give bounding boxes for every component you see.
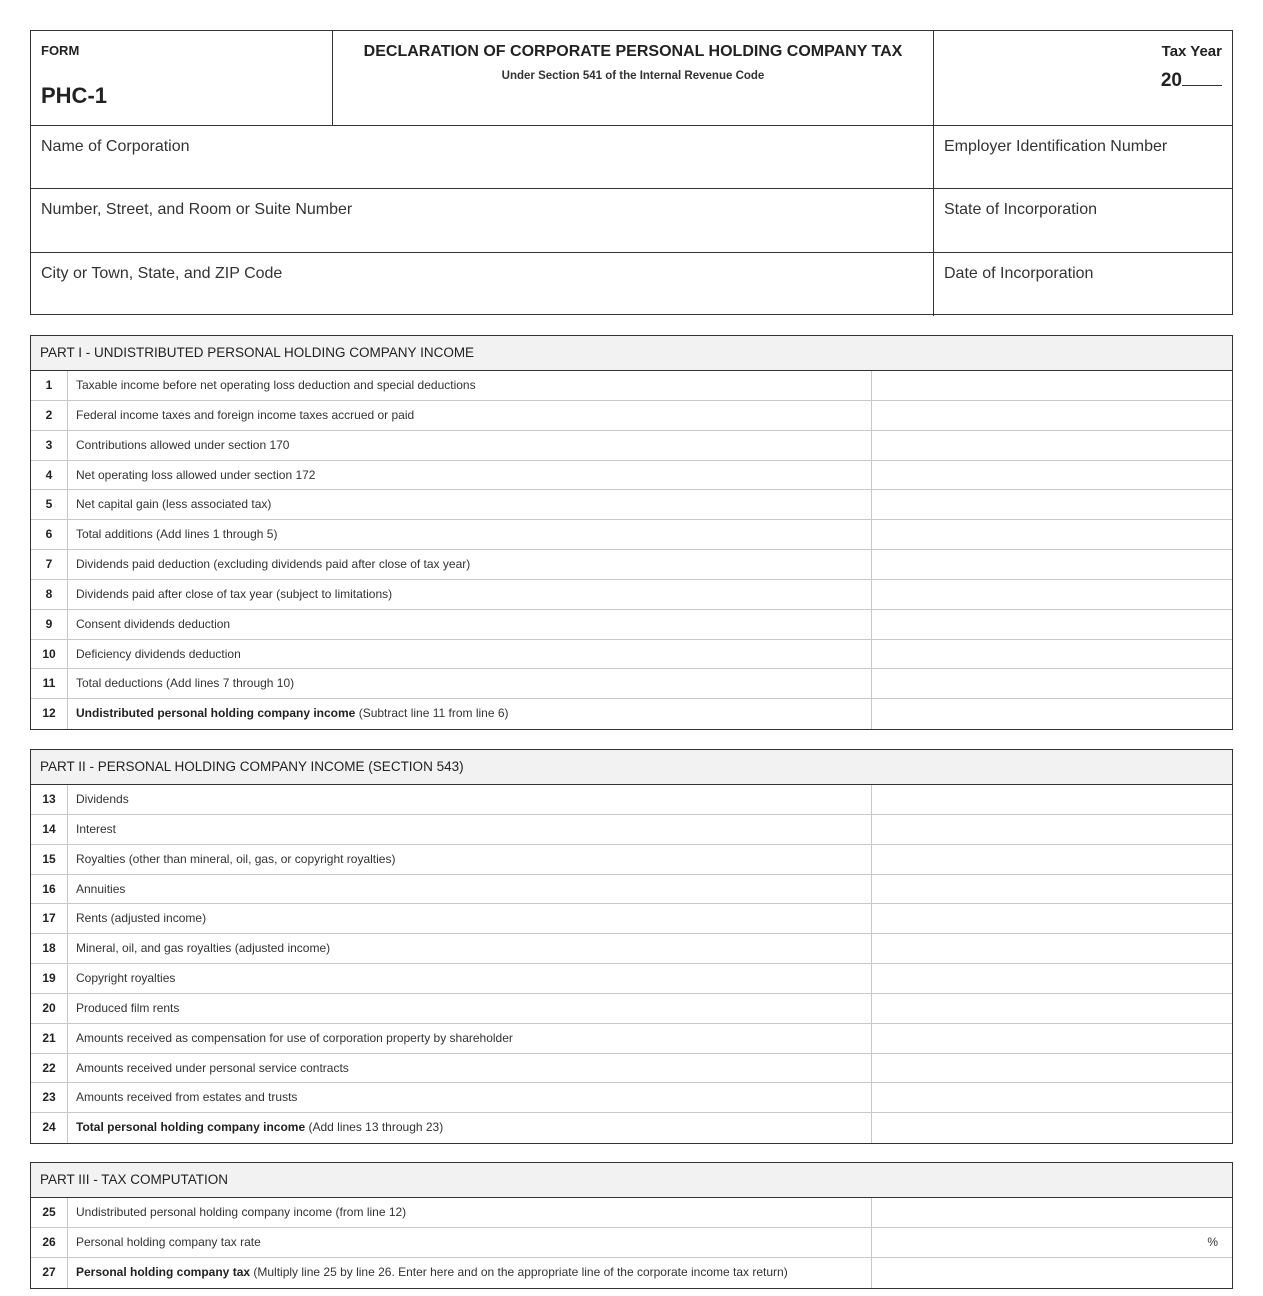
line-description bbox=[76, 1258, 788, 1287]
line-row bbox=[31, 550, 1232, 580]
line-description-text: Amounts received as compensation for use of corporation property by shareholder bbox=[76, 1030, 513, 1045]
line-number: 27 bbox=[31, 1258, 68, 1288]
street-label: Number, Street, and Room or Suite Number bbox=[41, 201, 353, 218]
header-title-row bbox=[31, 31, 1232, 126]
line-row bbox=[31, 1198, 1232, 1228]
line-description bbox=[76, 490, 271, 519]
line-description bbox=[76, 785, 129, 814]
ein-label: Employer Identification Number bbox=[944, 138, 1168, 155]
line-description-text: Total additions (Add lines 1 through 5) bbox=[76, 527, 278, 542]
line-amount-field[interactable] bbox=[871, 461, 1232, 490]
line-row bbox=[31, 1024, 1232, 1054]
line-description-text: Copyright royalties bbox=[76, 971, 176, 986]
part-1-section bbox=[30, 335, 1233, 730]
line-row bbox=[31, 1083, 1232, 1113]
corporation-name-label: Name of Corporation bbox=[41, 138, 190, 155]
line-description-text: Amounts received under personal service contracts bbox=[76, 1060, 349, 1075]
part-2-heading: PART II - PERSONAL HOLDING COMPANY INCOME (SECTION 543) bbox=[31, 750, 1232, 785]
line-number: 18 bbox=[31, 934, 68, 963]
line-amount-field[interactable] bbox=[871, 699, 1232, 729]
line-description bbox=[76, 371, 476, 400]
date-of-incorporation-label: Date of Incorporation bbox=[944, 265, 1094, 282]
line-amount-field[interactable] bbox=[871, 845, 1232, 874]
line-description-bold: Undistributed personal holding company income bbox=[76, 706, 356, 721]
line-description-text: Dividends paid after close of tax year (subject to limitations) bbox=[76, 586, 393, 601]
part-3-section bbox=[30, 1162, 1233, 1289]
line-description-text: (Add lines 13 through 23) bbox=[305, 1120, 444, 1135]
line-row bbox=[31, 580, 1232, 610]
line-description bbox=[76, 550, 470, 579]
line-amount-field[interactable] bbox=[871, 875, 1232, 904]
line-description-text: Royalties (other than mineral, oil, gas, or copyright royalties) bbox=[76, 851, 396, 866]
line-description bbox=[76, 1024, 513, 1053]
line-number: 1 bbox=[31, 371, 68, 400]
line-description bbox=[76, 1083, 297, 1112]
line-number: 5 bbox=[31, 490, 68, 519]
line-number: 14 bbox=[31, 815, 68, 844]
line-description bbox=[76, 1228, 261, 1257]
line-number: 17 bbox=[31, 904, 68, 933]
line-amount-field[interactable] bbox=[871, 1024, 1232, 1053]
line-number: 3 bbox=[31, 431, 68, 460]
line-description bbox=[76, 845, 395, 874]
line-amount-field[interactable] bbox=[871, 1258, 1232, 1288]
line-number: 8 bbox=[31, 580, 68, 609]
line-description-text: Mineral, oil, and gas royalties (adjusted income) bbox=[76, 941, 331, 956]
line-amount-field[interactable] bbox=[871, 401, 1232, 430]
form-subtitle: Under Section 541 of the Internal Revenue Code bbox=[501, 70, 765, 82]
line-amount-field[interactable] bbox=[871, 640, 1232, 669]
line-row bbox=[31, 875, 1232, 905]
line-row bbox=[31, 461, 1232, 491]
line-amount-field[interactable] bbox=[871, 490, 1232, 519]
line-row bbox=[31, 845, 1232, 875]
line-amount-field[interactable] bbox=[871, 550, 1232, 579]
tax-year-cell[interactable] bbox=[933, 31, 1232, 125]
line-description bbox=[76, 580, 392, 609]
line-description bbox=[76, 401, 414, 430]
line-description-text: Taxable income before net operating loss deduction and special deductions bbox=[76, 378, 476, 392]
line-number: 21 bbox=[31, 1024, 68, 1053]
state-of-incorporation-label: State of Incorporation bbox=[944, 201, 1097, 218]
line-row bbox=[31, 610, 1232, 640]
line-description-text: Produced film rents bbox=[76, 1000, 180, 1015]
line-row bbox=[31, 490, 1232, 520]
line-description bbox=[76, 1054, 349, 1083]
line-description bbox=[76, 520, 277, 549]
line-row bbox=[31, 1228, 1232, 1258]
line-number: 26 bbox=[31, 1228, 68, 1257]
line-number: 20 bbox=[31, 994, 68, 1023]
line-row bbox=[31, 371, 1232, 401]
line-number: 10 bbox=[31, 640, 68, 669]
line-description-text: Dividends paid deduction (excluding dividends paid after close of tax year) bbox=[76, 557, 471, 572]
part-3-rows bbox=[31, 1198, 1232, 1288]
line-row bbox=[31, 1113, 1232, 1143]
line-amount-field[interactable] bbox=[871, 610, 1232, 639]
form-title: DECLARATION OF CORPORATE PERSONAL HOLDING COMPANY TAX bbox=[363, 43, 903, 60]
form-id-cell bbox=[31, 31, 332, 125]
line-description bbox=[76, 904, 206, 933]
line-description-text: Interest bbox=[76, 821, 117, 836]
form-label: FORM bbox=[41, 43, 80, 58]
form-title-cell bbox=[332, 31, 933, 125]
line-row bbox=[31, 1054, 1232, 1084]
line-amount-field[interactable] bbox=[871, 669, 1232, 698]
line-description-text: (Multiply line 25 by line 26. Enter here and on the appropriate line of the corporate income tax return) bbox=[250, 1264, 788, 1279]
line-description-text: Rents (adjusted income) bbox=[76, 911, 207, 926]
line-amount-field[interactable] bbox=[871, 1228, 1232, 1257]
line-amount-field[interactable] bbox=[871, 1113, 1232, 1143]
line-amount-suffix: % bbox=[1207, 1234, 1218, 1249]
line-amount-field[interactable] bbox=[871, 371, 1232, 400]
line-description bbox=[76, 461, 315, 490]
city-label: City or Town, State, and ZIP Code bbox=[41, 265, 283, 282]
line-number: 12 bbox=[31, 699, 68, 729]
part-1-rows bbox=[31, 371, 1232, 729]
state-of-incorporation-field[interactable] bbox=[933, 189, 1232, 252]
corporation-name-field[interactable] bbox=[31, 126, 933, 188]
line-number: 2 bbox=[31, 401, 68, 430]
line-description bbox=[76, 875, 125, 904]
tax-year-field[interactable] bbox=[1161, 67, 1222, 92]
line-description bbox=[76, 815, 116, 844]
line-amount-field[interactable] bbox=[871, 994, 1232, 1023]
line-number: 25 bbox=[31, 1198, 68, 1227]
line-row bbox=[31, 431, 1232, 461]
line-number: 7 bbox=[31, 550, 68, 579]
line-amount-field[interactable] bbox=[871, 785, 1232, 814]
form-number: PHC-1 bbox=[41, 83, 108, 108]
line-amount-field[interactable] bbox=[871, 934, 1232, 963]
line-description bbox=[76, 1198, 406, 1227]
line-description-text: Consent dividends deduction bbox=[76, 616, 231, 631]
line-number: 24 bbox=[31, 1113, 68, 1143]
line-amount-field[interactable] bbox=[871, 815, 1232, 844]
line-row bbox=[31, 904, 1232, 934]
line-description-text: Annuities bbox=[76, 881, 126, 896]
ein-field[interactable] bbox=[933, 126, 1232, 188]
line-number: 13 bbox=[31, 785, 68, 814]
line-amount-field[interactable] bbox=[871, 580, 1232, 609]
line-row bbox=[31, 964, 1232, 994]
line-number: 22 bbox=[31, 1054, 68, 1083]
line-row bbox=[31, 994, 1232, 1024]
line-row bbox=[31, 520, 1232, 550]
line-description bbox=[76, 1113, 443, 1142]
line-number: 9 bbox=[31, 610, 68, 639]
line-description bbox=[76, 699, 509, 728]
line-description bbox=[76, 934, 330, 963]
line-description-bold: Personal holding company tax bbox=[76, 1264, 251, 1279]
header-row-street bbox=[31, 189, 1232, 253]
line-amount-field[interactable] bbox=[871, 964, 1232, 993]
line-number: 16 bbox=[31, 875, 68, 904]
line-description-text: Net operating loss allowed under section 172 bbox=[76, 467, 316, 482]
line-description bbox=[76, 964, 175, 993]
line-row bbox=[31, 1258, 1232, 1288]
line-description-text: Dividends bbox=[76, 792, 129, 806]
form-header bbox=[30, 30, 1233, 315]
line-amount-field[interactable] bbox=[871, 431, 1232, 460]
line-amount-field[interactable] bbox=[871, 904, 1232, 933]
line-amount-field[interactable] bbox=[871, 1083, 1232, 1112]
street-field[interactable] bbox=[31, 189, 933, 252]
line-description-text: Contributions allowed under section 170 bbox=[76, 437, 290, 452]
line-description bbox=[76, 610, 230, 639]
line-description-text: Undistributed personal holding company income (from line 12) bbox=[76, 1205, 407, 1219]
line-number: 6 bbox=[31, 520, 68, 549]
line-description-text: Amounts received from estates and trusts bbox=[76, 1090, 298, 1105]
line-description-text: Federal income taxes and foreign income taxes accrued or paid bbox=[76, 407, 415, 422]
part-1-heading: PART I - UNDISTRIBUTED PERSONAL HOLDING COMPANY INCOME bbox=[31, 336, 1232, 371]
line-description bbox=[76, 994, 179, 1023]
line-row bbox=[31, 401, 1232, 431]
line-amount-field[interactable] bbox=[871, 520, 1232, 549]
line-amount-field[interactable] bbox=[871, 1198, 1232, 1227]
line-description-text: Net capital gain (less associated tax) bbox=[76, 497, 272, 512]
line-description-text: Total deductions (Add lines 7 through 10) bbox=[76, 676, 295, 691]
line-number: 23 bbox=[31, 1083, 68, 1112]
line-row bbox=[31, 669, 1232, 699]
header-row-city bbox=[31, 253, 1232, 316]
line-description bbox=[76, 640, 241, 669]
line-description bbox=[76, 431, 289, 460]
part-2-rows bbox=[31, 785, 1232, 1143]
line-description-text: Deficiency dividends deduction bbox=[76, 646, 241, 661]
city-field[interactable] bbox=[31, 253, 933, 316]
line-number: 11 bbox=[31, 669, 68, 698]
line-row bbox=[31, 815, 1232, 845]
line-row bbox=[31, 640, 1232, 670]
line-number: 19 bbox=[31, 964, 68, 993]
line-row bbox=[31, 699, 1232, 729]
line-description-text: Personal holding company tax rate bbox=[76, 1234, 261, 1249]
part-2-section bbox=[30, 749, 1233, 1144]
tax-year-prefix: 20 bbox=[1160, 70, 1182, 91]
line-description-text: (Subtract line 11 from line 6) bbox=[355, 706, 509, 721]
line-description-bold: Total personal holding company income bbox=[76, 1120, 306, 1135]
tax-year-blank[interactable] bbox=[1182, 67, 1222, 86]
header-row-name bbox=[31, 126, 1232, 189]
tax-year-label: Tax Year bbox=[1161, 43, 1222, 60]
line-description bbox=[76, 669, 294, 698]
part-3-heading: PART III - TAX COMPUTATION bbox=[31, 1163, 1232, 1198]
line-number: 4 bbox=[31, 461, 68, 490]
line-amount-field[interactable] bbox=[871, 1054, 1232, 1083]
date-of-incorporation-field[interactable] bbox=[933, 253, 1232, 316]
line-row bbox=[31, 785, 1232, 815]
line-row bbox=[31, 934, 1232, 964]
line-number: 15 bbox=[31, 845, 68, 874]
